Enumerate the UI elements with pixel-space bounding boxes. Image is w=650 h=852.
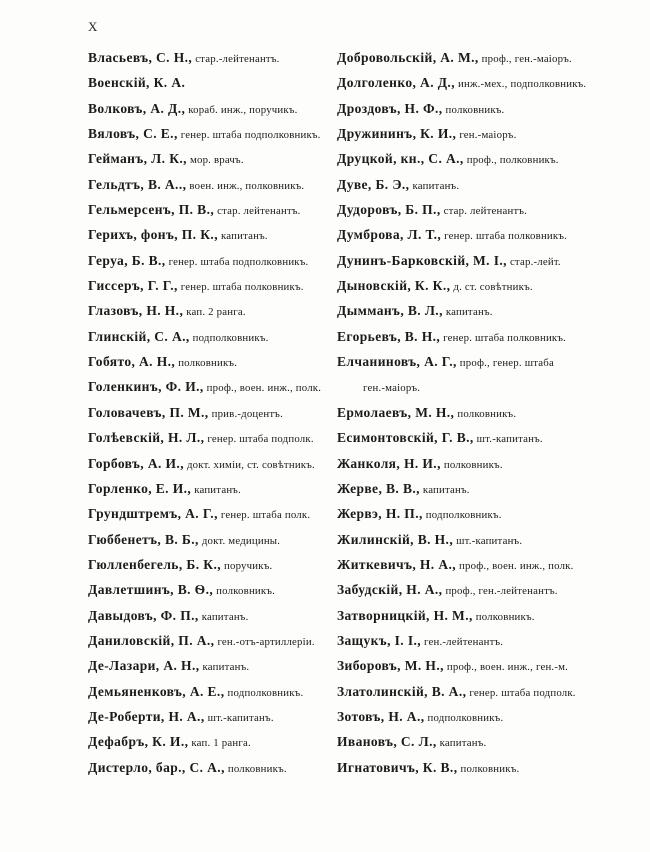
person-rank: генер. штаба подполк.	[207, 433, 314, 446]
person-rank: полковникъ.	[445, 103, 505, 116]
person-rank: проф., воен. инж., ген.-м.	[446, 661, 569, 674]
person-name: Гиссеръ, Г. Г.,	[88, 278, 178, 294]
directory-entry	[88, 96, 336, 121]
person-rank: полковникъ.	[460, 762, 520, 775]
person-rank: полковникъ.	[216, 585, 276, 598]
directory-entry	[337, 197, 647, 222]
directory-entry	[337, 704, 647, 729]
directory-entry	[88, 248, 336, 273]
person-name: Гельдтъ, В. А..,	[88, 176, 187, 192]
directory-entry	[337, 527, 647, 552]
directory-entry	[337, 400, 647, 425]
directory-entry	[337, 70, 647, 95]
person-rank: генер. штаба подполковникъ.	[180, 129, 321, 142]
directory-entry	[337, 451, 647, 476]
person-name: Геруа, Б. В.,	[88, 252, 166, 268]
directory-entry	[88, 222, 336, 247]
directory-entry	[88, 704, 336, 729]
directory-entry	[88, 197, 336, 222]
person-rank: воен. инж., полковникъ.	[189, 179, 305, 192]
person-name: Гейманъ, Л. К.,	[88, 151, 187, 167]
directory-entry	[88, 273, 336, 298]
person-rank: капитанъ.	[202, 661, 250, 674]
person-name: Голенкинъ, Ф. И.,	[88, 379, 204, 395]
person-rank: д. ст. совѣтникъ.	[453, 281, 533, 294]
directory-entry	[88, 146, 336, 171]
directory-entry	[88, 729, 336, 754]
directory-column-right	[337, 45, 647, 780]
person-name: Жанколя, Н. И.,	[337, 455, 441, 471]
person-rank: проф., генер. штаба	[459, 357, 554, 370]
person-name: Егорьевъ, В. Н.,	[337, 328, 441, 344]
person-name: Военскій, К. А.	[88, 75, 186, 91]
directory-entry	[337, 755, 647, 780]
person-name: Де-Лазари, А. Н.,	[88, 658, 200, 674]
person-name: Дистерло, бар., С. А.,	[88, 759, 225, 775]
person-name: Головачевъ, П. М.,	[88, 404, 209, 420]
person-name: Гюббенетъ, В. Б.,	[88, 531, 199, 547]
person-name: Горбовъ, А. И.,	[88, 455, 184, 471]
person-name: Затворницкій, Н. М.,	[337, 607, 473, 623]
person-rank: проф., ген.-лейтенантъ.	[445, 585, 558, 598]
person-rank: полковникъ.	[457, 407, 517, 420]
directory-entry	[88, 628, 336, 653]
directory-entry	[88, 400, 336, 425]
person-rank-continuation: ген.-маіоръ.	[363, 382, 421, 395]
person-rank: капитанъ.	[412, 179, 460, 192]
directory-entry	[337, 273, 647, 298]
directory-entry	[88, 653, 336, 678]
person-name: Дружининъ, К. И.,	[337, 126, 457, 142]
directory-entry	[88, 425, 336, 450]
person-name: Давыдовъ, Ф. П.,	[88, 607, 199, 623]
person-name: Ивановъ, С. Л.,	[337, 734, 437, 750]
directory-entry	[88, 45, 336, 70]
person-name: Глазовъ, Н. Н.,	[88, 303, 184, 319]
person-name: Горленко, Е. И.,	[88, 480, 192, 496]
directory-entry	[88, 349, 336, 374]
person-rank: проф., ген.-маіоръ.	[481, 53, 572, 65]
directory-column-left	[88, 45, 336, 780]
person-name: Голѣевскій, Н. Л.,	[88, 430, 205, 446]
person-rank: капитанъ.	[422, 483, 470, 496]
person-rank: проф., воен. инж., полк.	[459, 559, 574, 572]
person-name: Дунинъ-Барковскій, М. І.,	[337, 252, 507, 268]
directory-entry	[88, 552, 336, 577]
person-rank: шт.-капитанъ.	[456, 534, 523, 547]
person-rank: генер. штаба полк.	[220, 509, 311, 522]
directory-entry	[337, 45, 647, 70]
directory-entry	[88, 577, 336, 602]
person-name: Вяловъ, С. Е.,	[88, 126, 178, 142]
directory-entry	[337, 729, 647, 754]
person-name: Друцкой, кн., С. А.,	[337, 151, 464, 167]
directory-entry	[337, 425, 647, 450]
person-name: Дудоровъ, Б. П.,	[337, 202, 441, 218]
person-rank: генер. штаба полковникъ.	[444, 230, 568, 243]
directory-entry	[337, 552, 647, 577]
directory-entry	[88, 451, 336, 476]
directory-entry	[88, 172, 336, 197]
person-rank: мор. врачъ.	[189, 154, 244, 167]
person-rank: капитанъ.	[194, 483, 241, 496]
person-rank: поручикъ.	[224, 559, 273, 572]
person-rank: генер. штаба полковникъ.	[180, 281, 304, 294]
person-rank: инж.-мех., подполковникъ.	[457, 78, 587, 91]
directory-entry	[337, 349, 647, 374]
directory-entry	[337, 172, 647, 197]
person-name: Гобято, А. Н.,	[88, 354, 176, 370]
person-name: Есимонтовскій, Г. В.,	[337, 430, 474, 446]
person-name: Жервэ, Н. П.,	[337, 506, 423, 522]
directory-entry	[337, 222, 647, 247]
directory-entry	[337, 603, 647, 628]
person-name: Защукъ, І. І.,	[337, 632, 422, 648]
person-name: Гельмерсенъ, П. В.,	[88, 202, 215, 218]
person-name: Дуве, Б. Э.,	[337, 176, 410, 192]
person-rank: капитанъ.	[439, 737, 487, 750]
person-rank: подполковникъ.	[192, 331, 269, 344]
directory-entry	[88, 501, 336, 526]
person-rank: проф., воен. инж., полк.	[206, 382, 322, 395]
directory-entry	[337, 121, 647, 146]
person-name: Дроздовъ, Н. Ф.,	[337, 100, 443, 116]
person-name: Жерве, В. В.,	[337, 480, 420, 496]
person-rank: стар.-лейт.	[509, 255, 561, 268]
person-name: Жилинскій, В. Н.,	[337, 531, 454, 547]
person-rank: генер. штаба полковникъ.	[443, 331, 567, 344]
person-name: Де-Роберти, Н. А.,	[88, 708, 205, 724]
page-number: X	[88, 19, 99, 34]
person-rank: подполковникъ.	[427, 711, 504, 724]
person-name: Забудскій, Н. А.,	[337, 582, 443, 598]
directory-entry	[337, 679, 647, 704]
person-rank: генер. штаба подполковникъ.	[168, 255, 309, 268]
person-rank: подполковникъ.	[227, 686, 304, 699]
person-name: Глинскій, С. А.,	[88, 328, 190, 344]
directory-entry	[88, 374, 336, 399]
person-rank: стар. лейтенантъ.	[217, 205, 301, 218]
person-rank: проф., полковникъ.	[466, 154, 559, 167]
directory-entry	[337, 628, 647, 653]
person-name: Дыновскій, К. К.,	[337, 278, 451, 294]
person-rank: капитанъ.	[220, 230, 268, 243]
directory-entry	[88, 298, 336, 323]
directory-entry	[337, 577, 647, 602]
person-rank: ген.-лейтенантъ.	[424, 635, 504, 648]
person-name: Волковъ, А. Д.,	[88, 100, 186, 116]
directory-entry	[88, 476, 336, 501]
person-name: Грундштремъ, А. Г.,	[88, 506, 218, 522]
person-name: Игнатовичъ, К. В.,	[337, 759, 458, 775]
person-name: Зиборовъ, М. Н.,	[337, 658, 444, 674]
person-name: Зотовъ, Н. А.,	[337, 708, 425, 724]
person-rank: капитанъ.	[445, 306, 493, 319]
person-name: Ермолаевъ, М. Н.,	[337, 404, 455, 420]
person-rank: подполковникъ.	[425, 509, 502, 522]
person-rank: стар.-лейтенантъ.	[195, 53, 280, 65]
person-rank: докт. химіи, ст. совѣтникъ.	[186, 458, 315, 471]
person-rank: докт. медицины.	[201, 534, 281, 547]
directory-entry	[337, 146, 647, 171]
directory-entry	[337, 653, 647, 678]
person-rank: кап. 1 ранга.	[191, 737, 251, 750]
directory-entry	[337, 324, 647, 349]
person-name: Дымманъ, В. Л.,	[337, 303, 443, 319]
person-name: Дефабръ, К. И.,	[88, 734, 189, 750]
person-rank: кораб. инж., поручикъ.	[188, 103, 298, 116]
person-name: Давлетшинъ, В. Ѳ.,	[88, 582, 214, 598]
person-rank: стар. лейтенантъ.	[443, 205, 528, 218]
person-rank: шт.-капитанъ.	[207, 711, 274, 724]
person-rank: прив.-доцентъ.	[211, 407, 283, 420]
directory-entry	[88, 324, 336, 349]
person-rank: капитанъ.	[201, 610, 249, 623]
person-name: Герихъ, фонъ, П. К.,	[88, 227, 218, 243]
person-name: Житкевичъ, Н. А.,	[337, 556, 457, 572]
person-rank: генер. штаба подполк.	[469, 686, 576, 699]
person-rank: ген.-отъ-артиллеріи.	[217, 635, 315, 648]
person-rank: кап. 2 ранга.	[186, 306, 246, 319]
directory-entry	[88, 755, 336, 780]
directory-entry	[88, 679, 336, 704]
person-name: Даниловскій, П. А.,	[88, 632, 215, 648]
directory-entry	[337, 476, 647, 501]
person-rank: шт.-капитанъ.	[476, 433, 543, 446]
directory-entry	[88, 70, 336, 95]
person-name: Златолинскій, В. А.,	[337, 683, 467, 699]
person-name: Добровольскій, А. М.,	[337, 50, 479, 65]
person-name: Демьяненковъ, А. Е.,	[88, 683, 225, 699]
person-rank: ген.-маіоръ.	[459, 129, 517, 142]
person-name: Власьевъ, С. Н.,	[88, 50, 193, 65]
directory-entry	[337, 298, 647, 323]
person-name: Долголенко, А. Д.,	[337, 75, 455, 91]
person-name: Думброва, Л. Т.,	[337, 227, 442, 243]
person-name: Елчаниновъ, А. Г.,	[337, 354, 457, 370]
person-name: Гюлленбегель, Б. К.,	[88, 556, 222, 572]
person-rank: полковникъ.	[475, 610, 535, 623]
directory-entry	[88, 121, 336, 146]
person-rank: полковникъ.	[178, 357, 238, 370]
directory-entry	[337, 96, 647, 121]
person-rank: полковникъ.	[227, 762, 287, 775]
directory-entry	[88, 527, 336, 552]
directory-entry	[337, 501, 647, 526]
directory-entry	[337, 248, 647, 273]
directory-entry	[88, 603, 336, 628]
directory-entry-continuation	[337, 374, 647, 399]
person-rank: полковникъ.	[443, 458, 503, 471]
